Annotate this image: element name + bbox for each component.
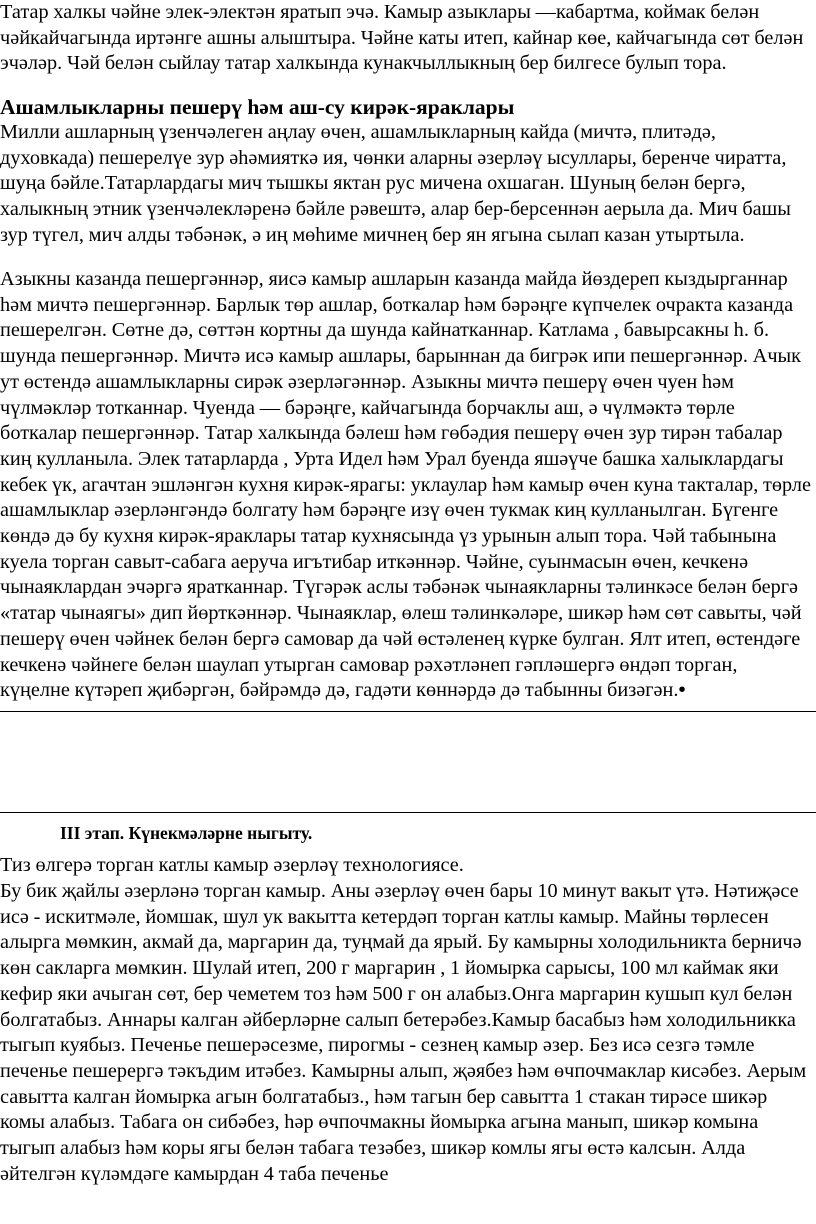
stage-title: III этап. Күнекмәләрне ныгыту. (60, 823, 313, 843)
recipe-paragraph: Бу бик җайлы әзерләнә торган камыр. Аны әзерләү өчен бары 10 минут вакыт үтә. Нәтиҗәсе исә - искитмәле, йомшак, шул ук вакытта кетердәп торган катлы камыр. Майны төрлесен алырга мөмкин, акмай да, маргарин да, туңмай да ярый. Бу камырны холодильникта берничә көн сакларга мөмкин. Шулай итеп, 200 г маргарин , 1 йомырка сарысы, 100 мл каймак яки кефир яки ачыган сөт, бер чеметем тоз һәм 500 г он алабыз.Онга маргарин кушып кул белән болгатабыз. Аннары калган әйберләрне салып бетерәбез.Камыр басабыз һәм холодильникка тыгып куябыз. Печенье пешерәсезме, пирогмы - сезнең камыр әзер. Без исә сезгә тәмле печенье пешерергә тәкъдим итәбез. Камырны алып, җәябез һәм өчпочмаклар кисәбез. Аерым савытта калган йомырка агын болгатабыз., һәм тагын бер савытта 1 стакан тирәсе шикәр комы алабыз. Табага он сибәбез, һәр өчпочмакны йомырка агына манып, шикәр комына тыгып алабыз һәм коры ягы белән табага тезәбез, шикәр комлы ягы өстә калсын. Алда әйтелгән күләмдәге камырдан 4 таба печенье (0, 880, 807, 1185)
section-heading: Ашамлыкларны пешерү һәм аш-су кирәк-яраклары (0, 95, 515, 119)
divider-top (0, 711, 816, 712)
intro-paragraph: Татар халкы чәйне элек-электән яратып эчә. Камыр азыклары —кабартма, коймак белән чәйкайчагында иртәнге ашны алыштыра. Чәйне каты итеп, кайнар көе, кайчагында сөт белән эчәләр. Чәй белән сыйлау татар халкында кунакчыллыкның бер билгесе булып тора. (0, 1, 804, 75)
recipe-title: Тиз өлгерә торган катлы камыр әзерләү технологиясе. (0, 854, 464, 876)
divider-stage (0, 812, 816, 813)
kitchen-utensils-text: Азыкны казанда пешергәннәр, яисә камыр ашларын казанда майда йөздереп кыздырганнар һәм мичтә пешергәннәр. Барлык төр ашлар, боткалар һәм бәрәңге күпчелек очракта казанда пешерелгән. Сөтне дә, сөттән кортны да шунда кайнатканнар. Катлама , бавырсакны һ. б. шунда пешергәннәр. Мичтә исә камыр ашлары, барыннан да бигрәк ипи пешергәннәр. Ачык ут өстендә ашамлыкларны сирәк әзерләгәннәр. Азыкны мичтә пешерү өчен чуен һәм чүлмәкләр тотканнар. Чуенда — бәрәңге, кайчагында борчаклы аш, ә чүлмәктә төрле боткалар пешергәннәр. Татар халкында бәлеш һәм гөбәдия пешерү өчен зур тирән табалар киң кулланыла. Элек татарларда , Урта Идел һәм Урал буенда яшәүче башка халыклардагы кебек үк, агачтан эшләнгән кухня кирәк-ярагы: уклаулар һәм камыр өчен куна такталар, төрле ашамлыклар әзерләнгәндә болгату һәм бәрәңге изү өчен тукмак киң кулланылган. Бүгенге көндә дә бу кухня кирәк-яраклары татар кухнясында үз урынын алып тора. Чәй табынына куела торган савыт-сабага аеруча игътибар иткәннәр. Чәйне, суынмасын өчен, кечкенә чынаяклардан эчәргә яратканнар. Түгәрәк аслы тәбәнәк чынаякларны тәлинкәсе белән бергә «татар чынаягы» дип йөрткәннәр. Чынаяклар, өлеш тәлинкәләре, шикәр һәм сөт савыты, чәй пешерү өчен чәйнек белән бергә самовар да чәй өстәленең күрке булган. Ялт итеп, өстендәге кечкенә чәйнеге белән шаулап утырган самовар рәхәтләнеп гәпләшергә өндәп торган, күңелне күтәреп җибәргән, бәйрәмдә дә, гадәти көннәрдә дә табынны бизәгән. (0, 268, 812, 702)
kitchen-utensils-paragraph (0, 267, 812, 704)
bullet-mark: • (678, 679, 686, 702)
cooking-places-paragraph: Милли ашларның үзенчәлеген аңлау өчен, ашамлыкларның кайда (мичтә, плитәдә, духовкада) пешерелүе зур әһәмияткә ия, чөнки аларны әзерләү ысуллары, беренче чиратта, шуңа бәйле.Татарлардагы мич тышкы яктан рус мичена охшаган. Шуның белән бергә, халыкның этник үзенчәлекләренә бәйле рәвештә, алар бер-берсеннән аерыла да. Мич башы зур түгел, мич алды тәбәнәк, ә иң мөһиме мичнең бер ян ягына сылап казан утыртыла. (0, 121, 791, 246)
